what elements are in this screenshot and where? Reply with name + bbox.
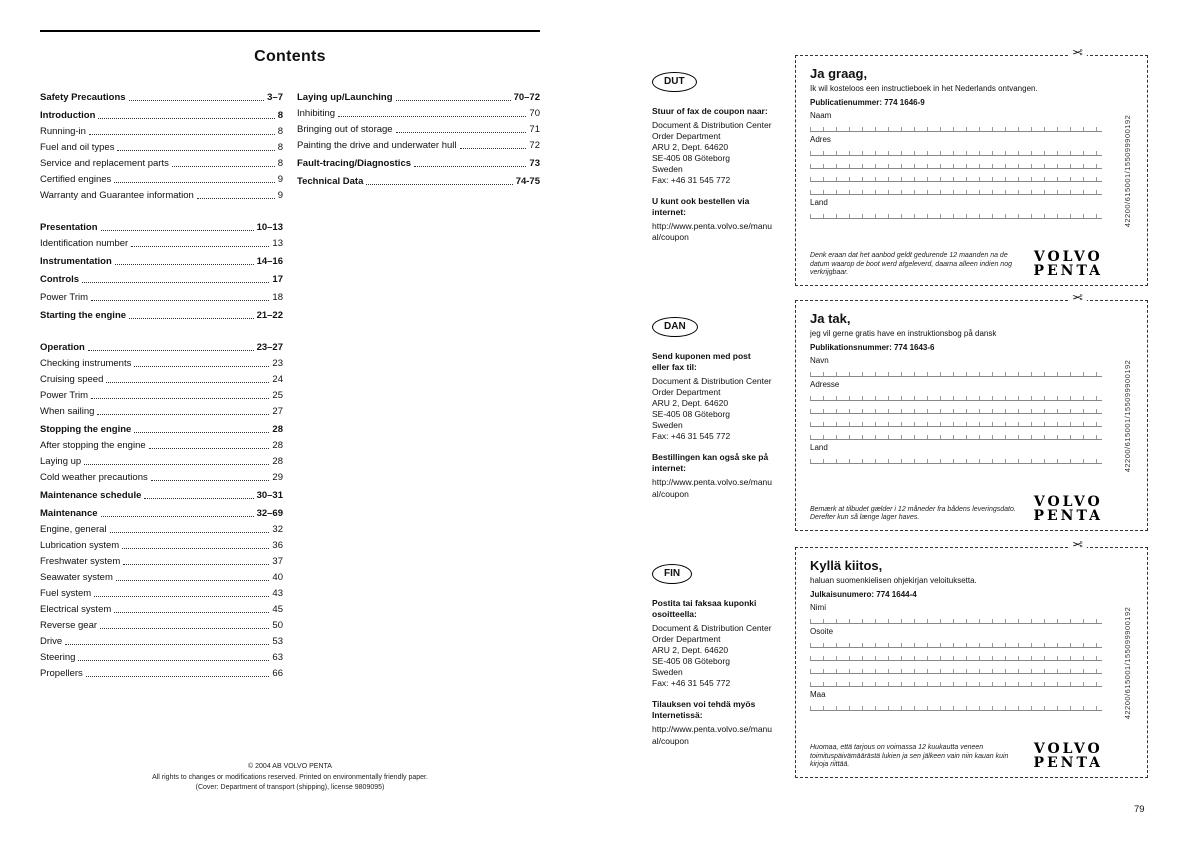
toc-entry-page: 43 — [272, 588, 283, 599]
mailing-address — [652, 376, 772, 442]
toc-entry-page: 72 — [529, 140, 540, 151]
toc-entry-page: 37 — [272, 556, 283, 567]
toc-entry-label: Inhibiting — [297, 108, 336, 119]
toc-entry-label: Starting the engine — [40, 310, 127, 321]
order-url: http://www.penta.volvo.se/manual/coupon — [652, 724, 773, 746]
address-line: Sweden — [652, 164, 683, 175]
dotted-leader — [106, 382, 269, 383]
toc-entry — [40, 406, 283, 417]
send-heading: Stuur of fax de coupon naar: — [652, 106, 768, 116]
internet-heading: U kunt ook bestellen via internet: — [652, 196, 750, 218]
toc-entry — [40, 292, 283, 303]
rights-line: All rights to changes or modifications reserved. Printed on environmentally friendly paper. — [152, 773, 428, 781]
toc-entry-page: 28 — [272, 424, 283, 435]
toc-entry-label: Power Trim — [40, 292, 89, 303]
toc-entry-page: 71 — [529, 124, 540, 135]
toc-entry-page: 66 — [272, 668, 283, 679]
toc-entry — [40, 424, 283, 435]
toc-entry — [40, 572, 283, 583]
form-field-row — [810, 638, 1102, 648]
toc-entry — [40, 142, 283, 153]
toc-entry — [40, 174, 283, 185]
dotted-leader — [100, 628, 269, 629]
form-field-row — [810, 209, 1102, 219]
toc-entry-label: Lubrication system — [40, 540, 120, 551]
print-code: 42200/615001/155099900192 — [1123, 114, 1132, 227]
top-rule — [40, 30, 540, 32]
address-line: ARU 2, Dept. 64620 — [652, 645, 729, 656]
mailing-address — [652, 120, 772, 186]
coupon-instructions — [650, 547, 795, 778]
toc-entry-label: Drive — [40, 636, 63, 647]
coupon-section-dan — [650, 290, 1155, 531]
coupon-footer — [810, 251, 1103, 278]
toc-entry — [40, 374, 283, 385]
toc-entry-label: Painting the drive and underwater hull — [297, 140, 457, 151]
dotted-leader — [98, 118, 274, 119]
toc-entry — [297, 108, 540, 119]
coupon-instructions — [650, 300, 795, 531]
dotted-leader — [149, 448, 270, 449]
copyright-footer — [40, 762, 540, 794]
toc-entry-page: 28 — [272, 456, 283, 467]
dotted-leader — [396, 100, 511, 101]
toc-entry-label: Laying up — [40, 456, 82, 467]
toc-entry-page: 32 — [272, 524, 283, 535]
toc-entry-page: 24 — [272, 374, 283, 385]
dotted-leader — [91, 300, 269, 301]
toc-entry-page: 27 — [272, 406, 283, 417]
toc-entry-label: Freshwater system — [40, 556, 121, 567]
coupon-section-fin — [650, 537, 1155, 778]
toc-entry-label: Operation — [40, 342, 85, 353]
toc-entry — [40, 310, 283, 321]
toc-entry — [40, 556, 283, 567]
toc-entry-label: Warranty and Guarantee information — [40, 190, 194, 201]
address-line: Fax: +46 31 545 772 — [652, 431, 731, 442]
toc-entry-page: 8 — [277, 158, 283, 169]
address-line: Document & Distribution Center — [652, 120, 772, 131]
coupon-title: Kyllä kiitos, — [810, 558, 883, 573]
toc-entry — [297, 158, 540, 169]
form-field-row — [810, 614, 1102, 624]
toc-entry — [40, 588, 283, 599]
order-coupon — [795, 537, 1148, 778]
dotted-leader — [414, 166, 526, 167]
toc-entry-page: 36 — [272, 540, 283, 551]
toc-entry-label: Stopping the engine — [40, 424, 132, 435]
toc-entry — [40, 604, 283, 615]
toc-entry-label: Reverse gear — [40, 620, 98, 631]
dotted-leader — [110, 532, 270, 533]
form-field-row — [810, 417, 1102, 427]
order-url: http://www.penta.volvo.se/manual/coupon — [652, 477, 773, 499]
form-field-row — [810, 146, 1102, 156]
toc-entry-page: 14–16 — [256, 256, 283, 267]
toc-entry-page: 8 — [277, 142, 283, 153]
toc-entry-label: Introduction — [40, 110, 96, 121]
dotted-leader — [114, 182, 274, 183]
toc-entry-label: Running-in — [40, 126, 86, 137]
toc-entry — [297, 124, 540, 135]
dotted-leader — [131, 246, 269, 247]
toc-entry — [40, 92, 283, 103]
language-badge: FIN — [652, 564, 692, 584]
toc-entry-label: Safety Precautions — [40, 92, 126, 103]
print-code: 42200/615001/155099900192 — [1123, 606, 1132, 719]
toc-entry — [40, 456, 283, 467]
toc-entry-label: After stopping the engine — [40, 440, 146, 451]
dotted-leader — [123, 564, 269, 565]
form-field-label: Osoite — [810, 627, 834, 636]
dotted-leader — [460, 148, 527, 149]
logo-line-volvo: VOLVO — [1033, 249, 1103, 266]
send-heading: Postita tai faksaa kuponki osoitteella: — [652, 598, 757, 620]
coupon-section-dut — [650, 45, 1155, 286]
toc-entry-label: Controls — [40, 274, 80, 285]
dotted-leader — [94, 596, 269, 597]
dotted-leader — [89, 134, 275, 135]
coupon-subtitle: haluan suomenkielisen ohjekirjan veloituksetta. — [810, 576, 977, 585]
validity-note: Denk eraan dat het aanbod geldt gedurende 12 maanden na de datum waarop de boot werd afgeleverd, daarna alleen indien nog verkrijgbaar. — [810, 251, 1012, 277]
toc-entry — [40, 390, 283, 401]
form-field-label: Naam — [810, 111, 832, 120]
contents-page — [40, 30, 540, 791]
toc-entry-label: Certified engines — [40, 174, 112, 185]
toc-entry-label: Checking instruments — [40, 358, 132, 369]
page-number: 79 — [1134, 804, 1145, 815]
toc-entry-label: Fault-tracing/Diagnostics — [297, 158, 412, 169]
scissors-icon: ✂ — [1068, 538, 1087, 551]
toc-entry-label: Technical Data — [297, 176, 364, 187]
toc-entry-label: When sailing — [40, 406, 95, 417]
toc-entry-page: 13 — [272, 238, 283, 249]
dotted-leader — [144, 498, 253, 499]
dotted-leader — [116, 580, 270, 581]
dotted-leader — [366, 184, 512, 185]
validity-note: Huomaa, että tarjous on voimassa 12 kuukautta veneen toimituspäivämäärästä lukien ja sen jälkeen vain niin kauan kuin kirjoja riittää. — [810, 743, 1009, 769]
logo-line-volvo: VOLVO — [1033, 494, 1103, 511]
scissors-icon: ✂ — [1068, 46, 1087, 59]
volvo-penta-logo — [1033, 251, 1103, 278]
toc-entry-page: 25 — [272, 390, 283, 401]
form-field-row — [810, 404, 1102, 414]
toc-entry-page: 23 — [272, 358, 283, 369]
toc-entry-label: Service and replacement parts — [40, 158, 169, 169]
toc-entry-label: Steering — [40, 652, 76, 663]
dotted-leader — [97, 414, 269, 415]
coupon-title: Ja graag, — [810, 66, 868, 81]
toc-entry-label: Power Trim — [40, 390, 89, 401]
mailing-address — [652, 623, 772, 689]
toc-entry-label: Bringing out of storage — [297, 124, 393, 135]
form-field-label: Adresse — [810, 380, 840, 389]
order-coupons-page — [650, 45, 1155, 785]
address-line: Sweden — [652, 667, 683, 678]
address-line: SE-405 08 Göteborg — [652, 656, 730, 667]
toc-entry — [40, 342, 283, 353]
dotted-leader — [84, 464, 269, 465]
form-field-label: Land — [810, 443, 828, 452]
dotted-leader — [82, 282, 269, 283]
toc-entry-page: 70 — [529, 108, 540, 119]
toc-entry-label: Cruising speed — [40, 374, 104, 385]
dotted-leader — [197, 198, 275, 199]
address-line: SE-405 08 Göteborg — [652, 409, 730, 420]
form-field-row — [810, 701, 1102, 711]
dotted-leader — [101, 516, 254, 517]
toc-entry-page: 30–31 — [256, 490, 283, 501]
address-line: Order Department — [652, 634, 721, 645]
toc-entry-label: Identification number — [40, 238, 129, 249]
address-line: Fax: +46 31 545 772 — [652, 175, 731, 186]
toc-entry-page: 17 — [272, 274, 283, 285]
toc-entry-page: 18 — [272, 292, 283, 303]
cover-credit-line: (Cover: Department of transport (shipping), license 9809095) — [195, 784, 385, 791]
toc-entry — [40, 358, 283, 369]
dotted-leader — [122, 548, 269, 549]
order-url: http://www.penta.volvo.se/manual/coupon — [652, 221, 773, 243]
toc-entry — [40, 636, 283, 647]
language-badge: DAN — [652, 317, 698, 337]
address-line: Fax: +46 31 545 772 — [652, 678, 731, 689]
internet-heading: Bestillingen kan også ske på internet: — [652, 452, 769, 474]
toc-entry — [40, 256, 283, 267]
toc-entry-label: Seawater system — [40, 572, 113, 583]
coupon-subtitle: jeg vil gerne gratis have en instruktionsbog på dansk — [810, 329, 997, 338]
dotted-leader — [91, 398, 269, 399]
coupon-subtitle: Ik wil kosteloos een instructieboek in het Nederlands ontvangen. — [810, 84, 1038, 93]
toc-entry — [40, 238, 283, 249]
toc-entry-page: 8 — [277, 126, 283, 137]
toc-entry-page: 73 — [529, 158, 540, 169]
dotted-leader — [117, 150, 274, 151]
toc-entry — [40, 524, 283, 535]
coupon-title: Ja tak, — [810, 311, 851, 326]
coupon-footer — [810, 743, 1103, 770]
toc-entry-label: Maintenance — [40, 508, 98, 519]
address-line: ARU 2, Dept. 64620 — [652, 142, 729, 153]
toc-entry-page: 63 — [272, 652, 283, 663]
dotted-leader — [172, 166, 275, 167]
toc-entry-page: 50 — [272, 620, 283, 631]
toc-entry — [40, 274, 283, 285]
form-field-label: Land — [810, 198, 828, 207]
dotted-leader — [129, 100, 265, 101]
toc-entry-label: Fuel and oil types — [40, 142, 115, 153]
toc-entry-page: 21–22 — [256, 310, 283, 321]
publication-number: Publicatienummer: 774 1646-9 — [810, 98, 925, 107]
toc-entry — [40, 652, 283, 663]
toc-entry — [40, 110, 283, 121]
form-field-label: Adres — [810, 135, 831, 144]
order-coupon — [795, 45, 1148, 286]
toc-entry-page: 74-75 — [515, 176, 540, 187]
dotted-leader — [134, 432, 269, 433]
form-field-row — [810, 430, 1102, 440]
send-heading: Send kuponen med post eller fax til: — [652, 351, 751, 373]
scissors-icon: ✂ — [1068, 291, 1087, 304]
dotted-leader — [65, 644, 269, 645]
volvo-penta-logo — [1033, 496, 1103, 523]
toc-entry — [40, 158, 283, 169]
toc-entry-label: Presentation — [40, 222, 98, 233]
form-field-label: Maa — [810, 690, 826, 699]
coupon-instructions — [650, 55, 795, 286]
form-field-row — [810, 677, 1102, 687]
toc-entry-page: 45 — [272, 604, 283, 615]
print-code: 42200/615001/155099900192 — [1123, 359, 1132, 472]
toc-entry — [40, 540, 283, 551]
dotted-leader — [134, 366, 269, 367]
toc-entry-label: Engine, general — [40, 524, 107, 535]
dotted-leader — [338, 116, 526, 117]
dotted-leader — [86, 676, 270, 677]
form-field-label: Navn — [810, 356, 829, 365]
toc-entry-label: Electrical system — [40, 604, 112, 615]
toc-entry — [40, 490, 283, 501]
address-line: Order Department — [652, 387, 721, 398]
toc-entry — [40, 190, 283, 201]
toc-entry-page: 9 — [277, 174, 283, 185]
address-line: SE-405 08 Göteborg — [652, 153, 730, 164]
form-field-row — [810, 122, 1102, 132]
toc-right-column — [297, 92, 540, 684]
internet-heading: Tilauksen voi tehdä myös Internetissä: — [652, 699, 756, 721]
toc-entry-page: 53 — [272, 636, 283, 647]
logo-line-penta: PENTA — [1033, 507, 1103, 524]
copyright-line: © 2004 AB VOLVO PENTA — [248, 763, 332, 770]
form-field-row — [810, 185, 1102, 195]
toc-entry-label: Fuel system — [40, 588, 92, 599]
form-field-label: Nimi — [810, 603, 826, 612]
address-line: Document & Distribution Center — [652, 623, 772, 634]
dotted-leader — [101, 230, 254, 231]
toc-entry — [40, 126, 283, 137]
toc-entry-page: 10–13 — [256, 222, 283, 233]
form-field-row — [810, 454, 1102, 464]
toc-entry — [297, 92, 540, 103]
address-line: ARU 2, Dept. 64620 — [652, 398, 729, 409]
dotted-leader — [396, 132, 527, 133]
toc-entry-label: Maintenance schedule — [40, 490, 142, 501]
dotted-leader — [129, 318, 254, 319]
toc-entry-label: Laying up/Launching — [297, 92, 393, 103]
toc-entry-label: Cold weather precautions — [40, 472, 148, 483]
publication-number: Publikationsnummer: 774 1643-6 — [810, 343, 935, 352]
dotted-leader — [88, 350, 254, 351]
toc-entry-page: 32–69 — [256, 508, 283, 519]
toc-entry-page: 3–7 — [267, 92, 283, 103]
toc-left-column — [40, 92, 283, 684]
toc-entry — [40, 440, 283, 451]
toc-entry — [40, 472, 283, 483]
toc-entry — [297, 176, 540, 187]
toc-entry-page: 28 — [272, 440, 283, 451]
toc-entry-page: 9 — [277, 190, 283, 201]
table-of-contents — [40, 92, 540, 684]
language-badge: DUT — [652, 72, 697, 92]
toc-entry-page: 70–72 — [513, 92, 540, 103]
form-field-row — [810, 159, 1102, 169]
toc-entry-label: Instrumentation — [40, 256, 112, 267]
dotted-leader — [114, 612, 269, 613]
logo-line-penta: PENTA — [1033, 754, 1103, 771]
toc-entry-page: 29 — [272, 472, 283, 483]
address-line: Document & Distribution Center — [652, 376, 772, 387]
toc-entry — [40, 620, 283, 631]
page-title: Contents — [254, 48, 326, 65]
toc-entry-page: 8 — [277, 110, 283, 121]
toc-entry — [40, 508, 283, 519]
volvo-penta-logo — [1033, 743, 1103, 770]
order-coupon — [795, 290, 1148, 531]
toc-entry — [40, 668, 283, 679]
address-line: Sweden — [652, 420, 683, 431]
dotted-leader — [78, 660, 269, 661]
toc-entry-page: 23–27 — [256, 342, 283, 353]
address-line: Order Department — [652, 131, 721, 142]
form-field-row — [810, 664, 1102, 674]
dotted-leader — [151, 480, 270, 481]
form-field-row — [810, 172, 1102, 182]
toc-entry — [40, 222, 283, 233]
toc-entry — [297, 140, 540, 151]
toc-entry-label: Propellers — [40, 668, 83, 679]
form-field-row — [810, 391, 1102, 401]
dotted-leader — [115, 264, 254, 265]
form-field-row — [810, 367, 1102, 377]
logo-line-volvo: VOLVO — [1033, 741, 1103, 758]
validity-note: Bemærk at tilbudet gælder i 12 måneder fra bådens leveringsdato. Derefter kun så længe lager haves. — [810, 505, 1016, 522]
logo-line-penta: PENTA — [1033, 262, 1103, 279]
publication-number: Julkaisunumero: 774 1644-4 — [810, 590, 917, 599]
form-field-row — [810, 651, 1102, 661]
coupon-footer — [810, 496, 1103, 523]
toc-entry-page: 40 — [272, 572, 283, 583]
